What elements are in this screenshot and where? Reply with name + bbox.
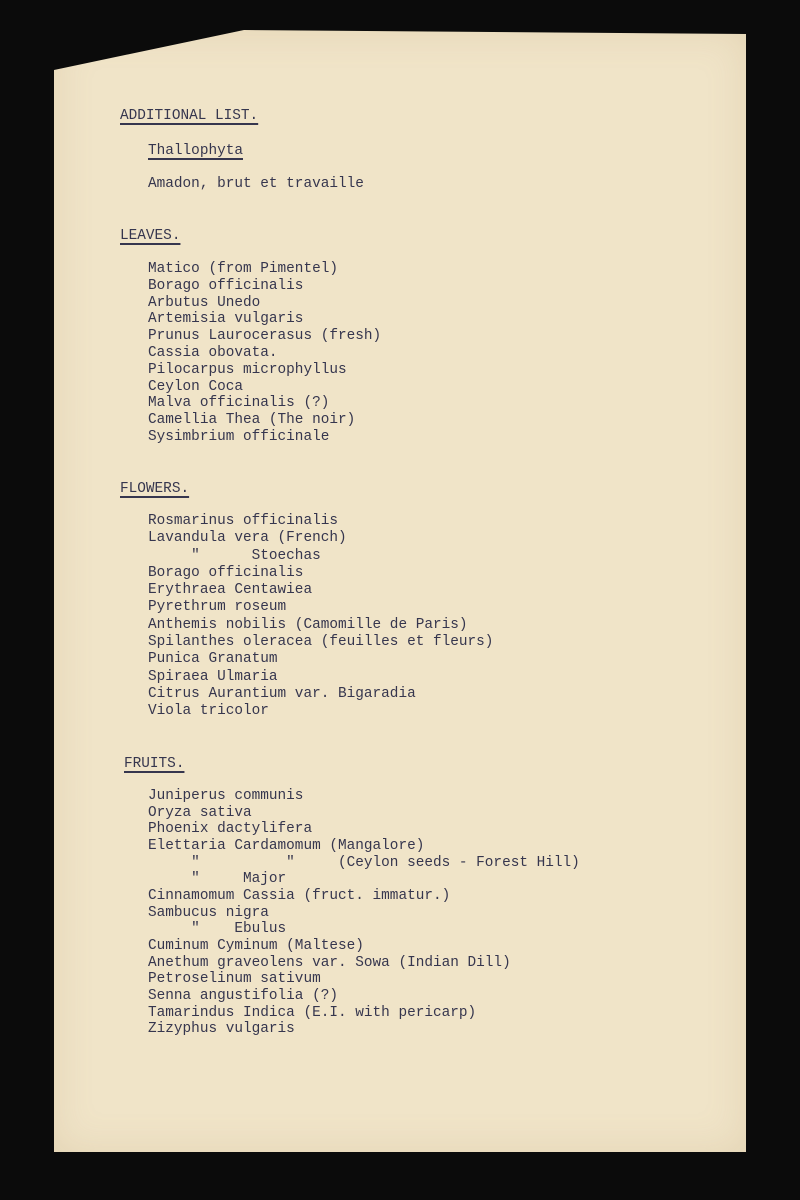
list-item: Viola tricolor [148, 703, 269, 720]
list-item: Borago officinalis [148, 277, 304, 294]
list-item: Borago officinalis [148, 564, 304, 581]
list-item: Camellia Thea (The noir) [148, 412, 356, 429]
list-item: Artemisia vulgaris [148, 311, 304, 328]
list-item: Sambucus nigra [148, 904, 269, 921]
list-item: Elettaria Cardamomum (Mangalore) [148, 837, 425, 854]
fruits-list [148, 788, 580, 1038]
list-item: Spilanthes oleracea (feuilles et fleurs) [148, 634, 494, 651]
section-heading-thallophyta: Thallophyta [148, 143, 243, 159]
list-item: " Ebulus [148, 921, 287, 938]
list-item: Zizyphus vulgaris [148, 1021, 295, 1038]
list-item: Cassia obovata. [148, 344, 278, 361]
list-item: Ceylon Coca [148, 378, 243, 395]
list-item: " " (Ceylon seeds - Forest Hill) [148, 854, 580, 871]
list-item: Cinnamomum Cassia (fruct. immatur.) [148, 887, 451, 904]
list-item: Arbutus Unedo [148, 294, 261, 311]
list-item: Citrus Aurantium var. Bigaradia [148, 685, 416, 702]
list-item: Phoenix dactylifera [148, 821, 313, 838]
list-item: Punica Granatum [148, 651, 278, 668]
list-item: Juniperus communis [148, 788, 304, 804]
list-item: Tamarindus Indica (E.I. with pericarp) [148, 1004, 477, 1021]
list-item: Anthemis nobilis (Camomille de Paris) [148, 616, 468, 633]
list-item: Sysimbrium officinale [148, 428, 330, 445]
list-item: Prunus Laurocerasus (fresh) [148, 328, 382, 345]
list-item: " Major [148, 871, 287, 888]
list-item: Cuminum Cyminum (Maltese) [148, 937, 364, 954]
flowers-list [148, 513, 493, 721]
list-item: Pilocarpus microphyllus [148, 361, 347, 378]
document-title: ADDITIONAL LIST. [120, 108, 259, 124]
section-heading-leaves: LEAVES. [120, 228, 181, 244]
list-item: Rosmarinus officinalis [148, 513, 338, 529]
section-heading-flowers: FLOWERS. [120, 481, 190, 497]
list-item: Senna angustifolia (?) [148, 987, 338, 1004]
list-item: Amadon, brut et travaille [148, 176, 364, 192]
list-item: Lavandula vera (French) [148, 530, 347, 547]
list-item: Matico (from Pimentel) [148, 261, 338, 277]
list-item: Spiraea Ulmaria [148, 668, 278, 685]
list-item: Anethum graveolens var. Sowa (Indian Dill) [148, 954, 511, 971]
list-item: Erythraea Centawiea [148, 582, 313, 599]
list-item: Pyrethrum roseum [148, 599, 287, 616]
list-item: Oryza sativa [148, 804, 252, 821]
leaves-list [148, 261, 381, 446]
list-item: " Stoechas [148, 547, 321, 564]
list-item: Petroselinum sativum [148, 971, 321, 988]
list-item: Malva officinalis (?) [148, 395, 330, 412]
section-heading-fruits: FRUITS. [124, 756, 185, 772]
